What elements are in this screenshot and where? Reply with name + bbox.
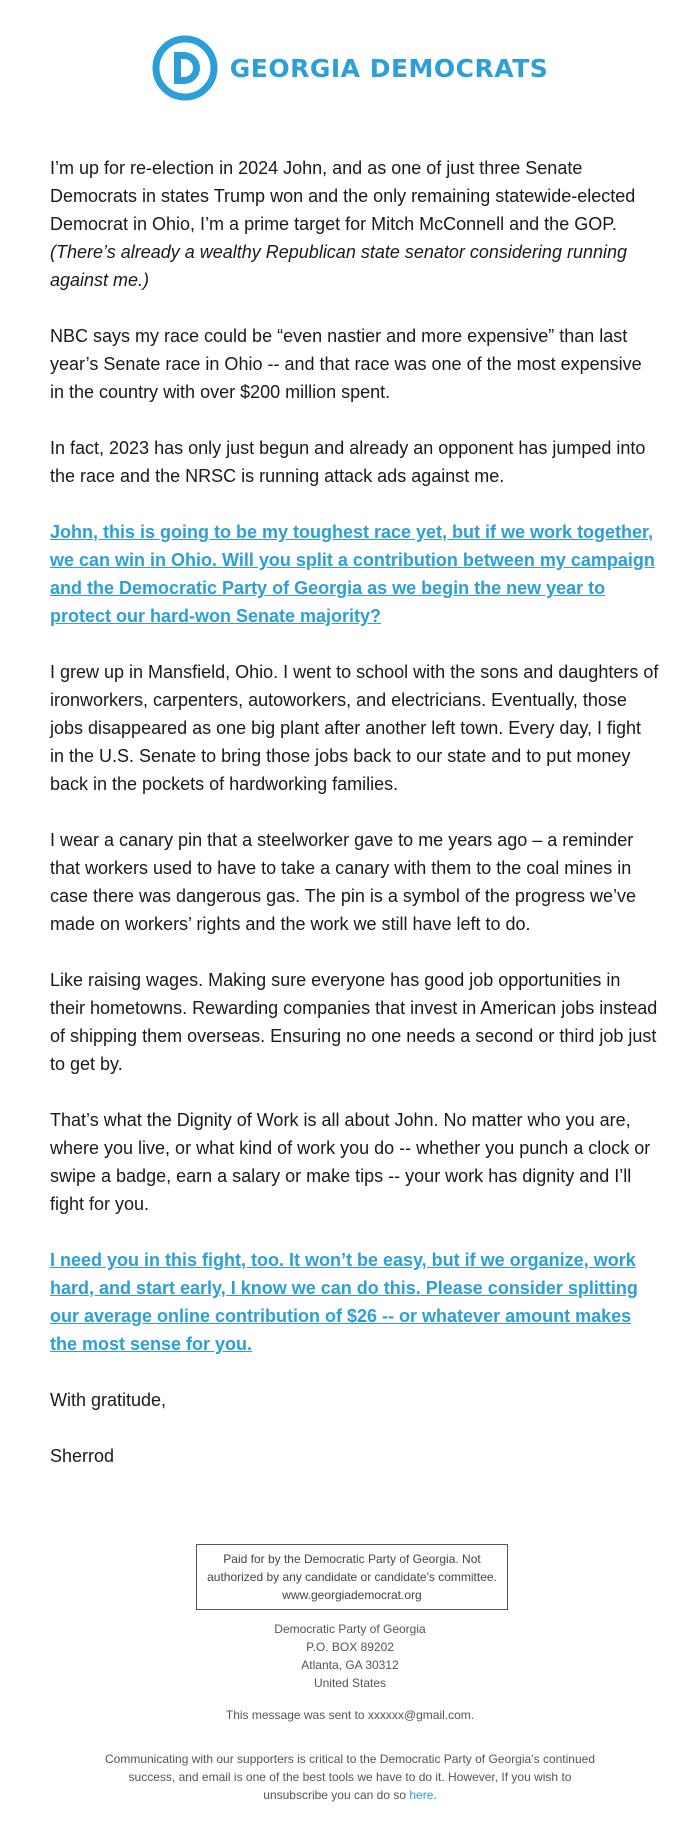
sent-to-notice (0, 1706, 700, 1724)
paragraph-reelection (50, 154, 660, 294)
closing-line: With gratitude, (50, 1390, 167, 1410)
paid-line-1: Paid for by the Democratic Party of Georgia. Not (223, 1552, 481, 1566)
paragraph-nbc: NBC says my race could be “even nastier and more expensive” than last year’s Senate race in Ohio -- and that race was one of the most expensive in the country with over $200 million spent. (50, 326, 642, 402)
unsubscribe-text: Communicating with our supporters is critical to the Democratic Party of Georgia’s continued success, and email is one of the best tools we have to do it. However, If you wish to unsubscribe you can do so (105, 1752, 595, 1802)
header-logo[interactable] (0, 34, 700, 102)
paragraph-priorities: Like raising wages. Making sure everyone has good job opportunities in their hometowns. Rewarding companies that invest in American jobs instead of shipping them overseas. Ensuring no one needs a second or third job just to get by. (50, 970, 658, 1074)
paragraph-reelection-text: I’m up for re-election in 2024 John, and as one of just three Senate Democrats in states Trump won and the only remaining statewide-elected Democrat in Ohio, I’m a prime target for Mitch McConnell and the GOP. (50, 158, 636, 234)
letter-body (50, 154, 660, 1470)
sent-suffix: . (470, 1708, 475, 1722)
address-org: Democratic Party of Georgia (274, 1622, 426, 1636)
address-city: Atlanta, GA 30312 (301, 1658, 399, 1672)
donate-link-average-contribution[interactable]: I need you in this fight, too. It won’t be easy, but if we organize, work hard, and start early, I know we can do this. Please consider splitting our average online contribution of $26 -- or whatever amount makes the most sense for you. (50, 1250, 638, 1354)
unsubscribe-end: . (433, 1788, 437, 1802)
paragraph-mansfield: I grew up in Mansfield, Ohio. I went to school with the sons and daughters of ironworkers, carpenters, autoworkers, and electricians. Eventually, those jobs disappeared as one big plant after another left town. Every day, I fight in the U.S. Senate to bring those jobs back to our state and to put money back in the pockets of hardworking families. (50, 662, 659, 794)
paragraph-reelection-aside: (There’s already a wealthy Republican state senator considering running against me.) (50, 242, 628, 290)
paragraph-opponent: In fact, 2023 has only just begun and already an opponent has jumped into the race and the NRSC is running attack ads against me. (50, 438, 646, 486)
sent-prefix: This message was sent to (225, 1708, 368, 1722)
unsubscribe-link[interactable]: here (409, 1788, 434, 1802)
mailing-address (0, 1620, 700, 1692)
signature: Sherrod (50, 1446, 115, 1466)
paragraph-canary-pin: I wear a canary pin that a steelworker gave to me years ago – a reminder that workers used to have to take a canary with them to the coal mines in case there was dangerous gas. The pin is a symbol of the progress we’ve made on workers’ rights and the work we still have left to do. (50, 830, 636, 934)
address-country: United States (313, 1676, 387, 1690)
logo-lockup[interactable] (152, 35, 549, 101)
paid-line-3: www.georgiademocrat.org (282, 1588, 422, 1602)
logo-wordmark: GEORGIA DEMOCRATS (229, 53, 549, 83)
address-po-box: P.O. BOX 89202 (306, 1640, 394, 1654)
unsubscribe-notice (100, 1750, 600, 1804)
recipient-email: xxxxxx@gmail.com (367, 1708, 471, 1722)
paid-line-2: authorized by any candidate or candidate's committee. (207, 1570, 497, 1584)
paid-for-disclaimer (196, 1544, 508, 1610)
paragraph-dignity-of-work: That’s what the Dignity of Work is all about John. No matter who you are, where you live, or what kind of work you do -- whether you punch a clock or swipe a badge, earn a salary or make tips -- your work has dignity and I’ll fight for you. (50, 1110, 651, 1214)
d-circle-icon (152, 35, 218, 101)
donate-link-split-contribution[interactable]: John, this is going to be my toughest race yet, but if we work together, we can win in Ohio. Will you split a contribution between my campaign and the Democratic Party of Georgia as we begin the new year to protect our hard-won Senate majority? (50, 522, 655, 626)
